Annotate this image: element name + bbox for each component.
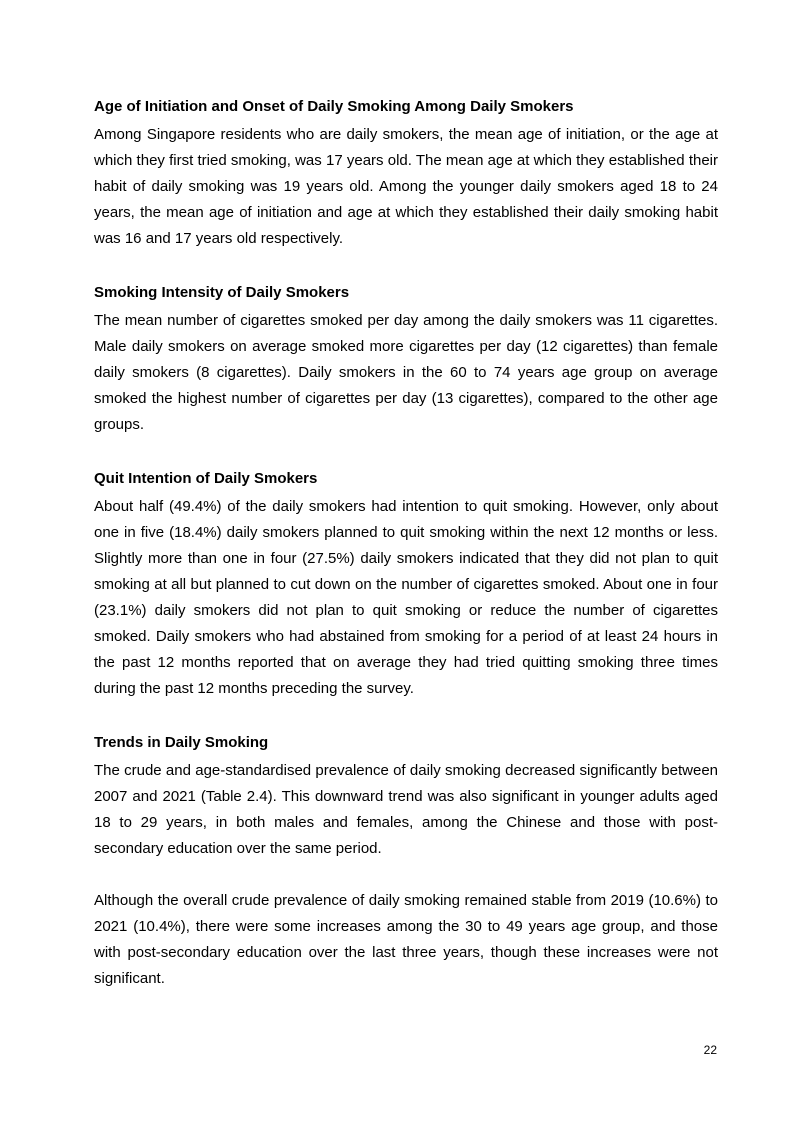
section-heading: Quit Intention of Daily Smokers [94, 470, 318, 487]
section-trends-daily-smoking [94, 730, 718, 992]
section-paragraph: The mean number of cigarettes smoked per day among the daily smokers was 11 cigarettes. Male daily smokers on average smoked more cigarettes per day (12 cigarettes) than female daily smokers (8 cigarettes). Daily smokers in the 60 to 74 years age group on average smoked the highest number of cigarettes per day (13 cigarettes), compared to the other age groups. [94, 312, 718, 433]
section-paragraph: About half (49.4%) of the daily smokers had intention to quit smoking. However, only about one in five (18.4%) daily smokers planned to quit smoking within the next 12 months or less. Slightly more than one in four (27.5%) daily smokers indicated that they did not plan to quit smoking at all but planned to cut down on the number of cigarettes smoked. About one in four (23.1%) daily smokers did not plan to quit smoking or reduce the number of cigarettes smoked. Daily smokers who had abstained from smoking for a period of at least 24 hours in the past 12 months reported that on average they had tried quitting smoking three times during the past 12 months preceding the survey. [94, 498, 718, 697]
section-smoking-intensity [94, 280, 718, 438]
section-paragraph: The crude and age-standardised prevalence of daily smoking decreased significantly between 2007 and 2021 (Table 2.4). This downward trend was also significant in younger adults aged 18 to 29 years, in both males and females, among the Chinese and those with post-secondary education over the same period. [94, 762, 718, 857]
section-heading: Trends in Daily Smoking [94, 734, 269, 751]
section-age-of-initiation [94, 94, 718, 252]
section-paragraph: Among Singapore residents who are daily smokers, the mean age of initiation, or the age at which they first tried smoking, was 17 years old. The mean age at which they established their habit of daily smoking was 19 years old. Among the younger daily smokers aged 18 to 24 years, the mean age of initiation and age at which they established their daily smoking habit was 16 and 17 years old respectively. [94, 126, 718, 247]
page-number: 22 [703, 1043, 717, 1057]
section-heading: Age of Initiation and Onset of Daily Smoking Among Daily Smokers [94, 98, 574, 115]
section-paragraph: Although the overall crude prevalence of daily smoking remained stable from 2019 (10.6%) to 2021 (10.4%), there were some increases among the 30 to 49 years age group, and those with post-secondary education over the last three years, though these increases were not significant. [94, 892, 718, 987]
document-page [94, 94, 718, 992]
section-heading: Smoking Intensity of Daily Smokers [94, 284, 350, 301]
section-quit-intention [94, 466, 718, 702]
